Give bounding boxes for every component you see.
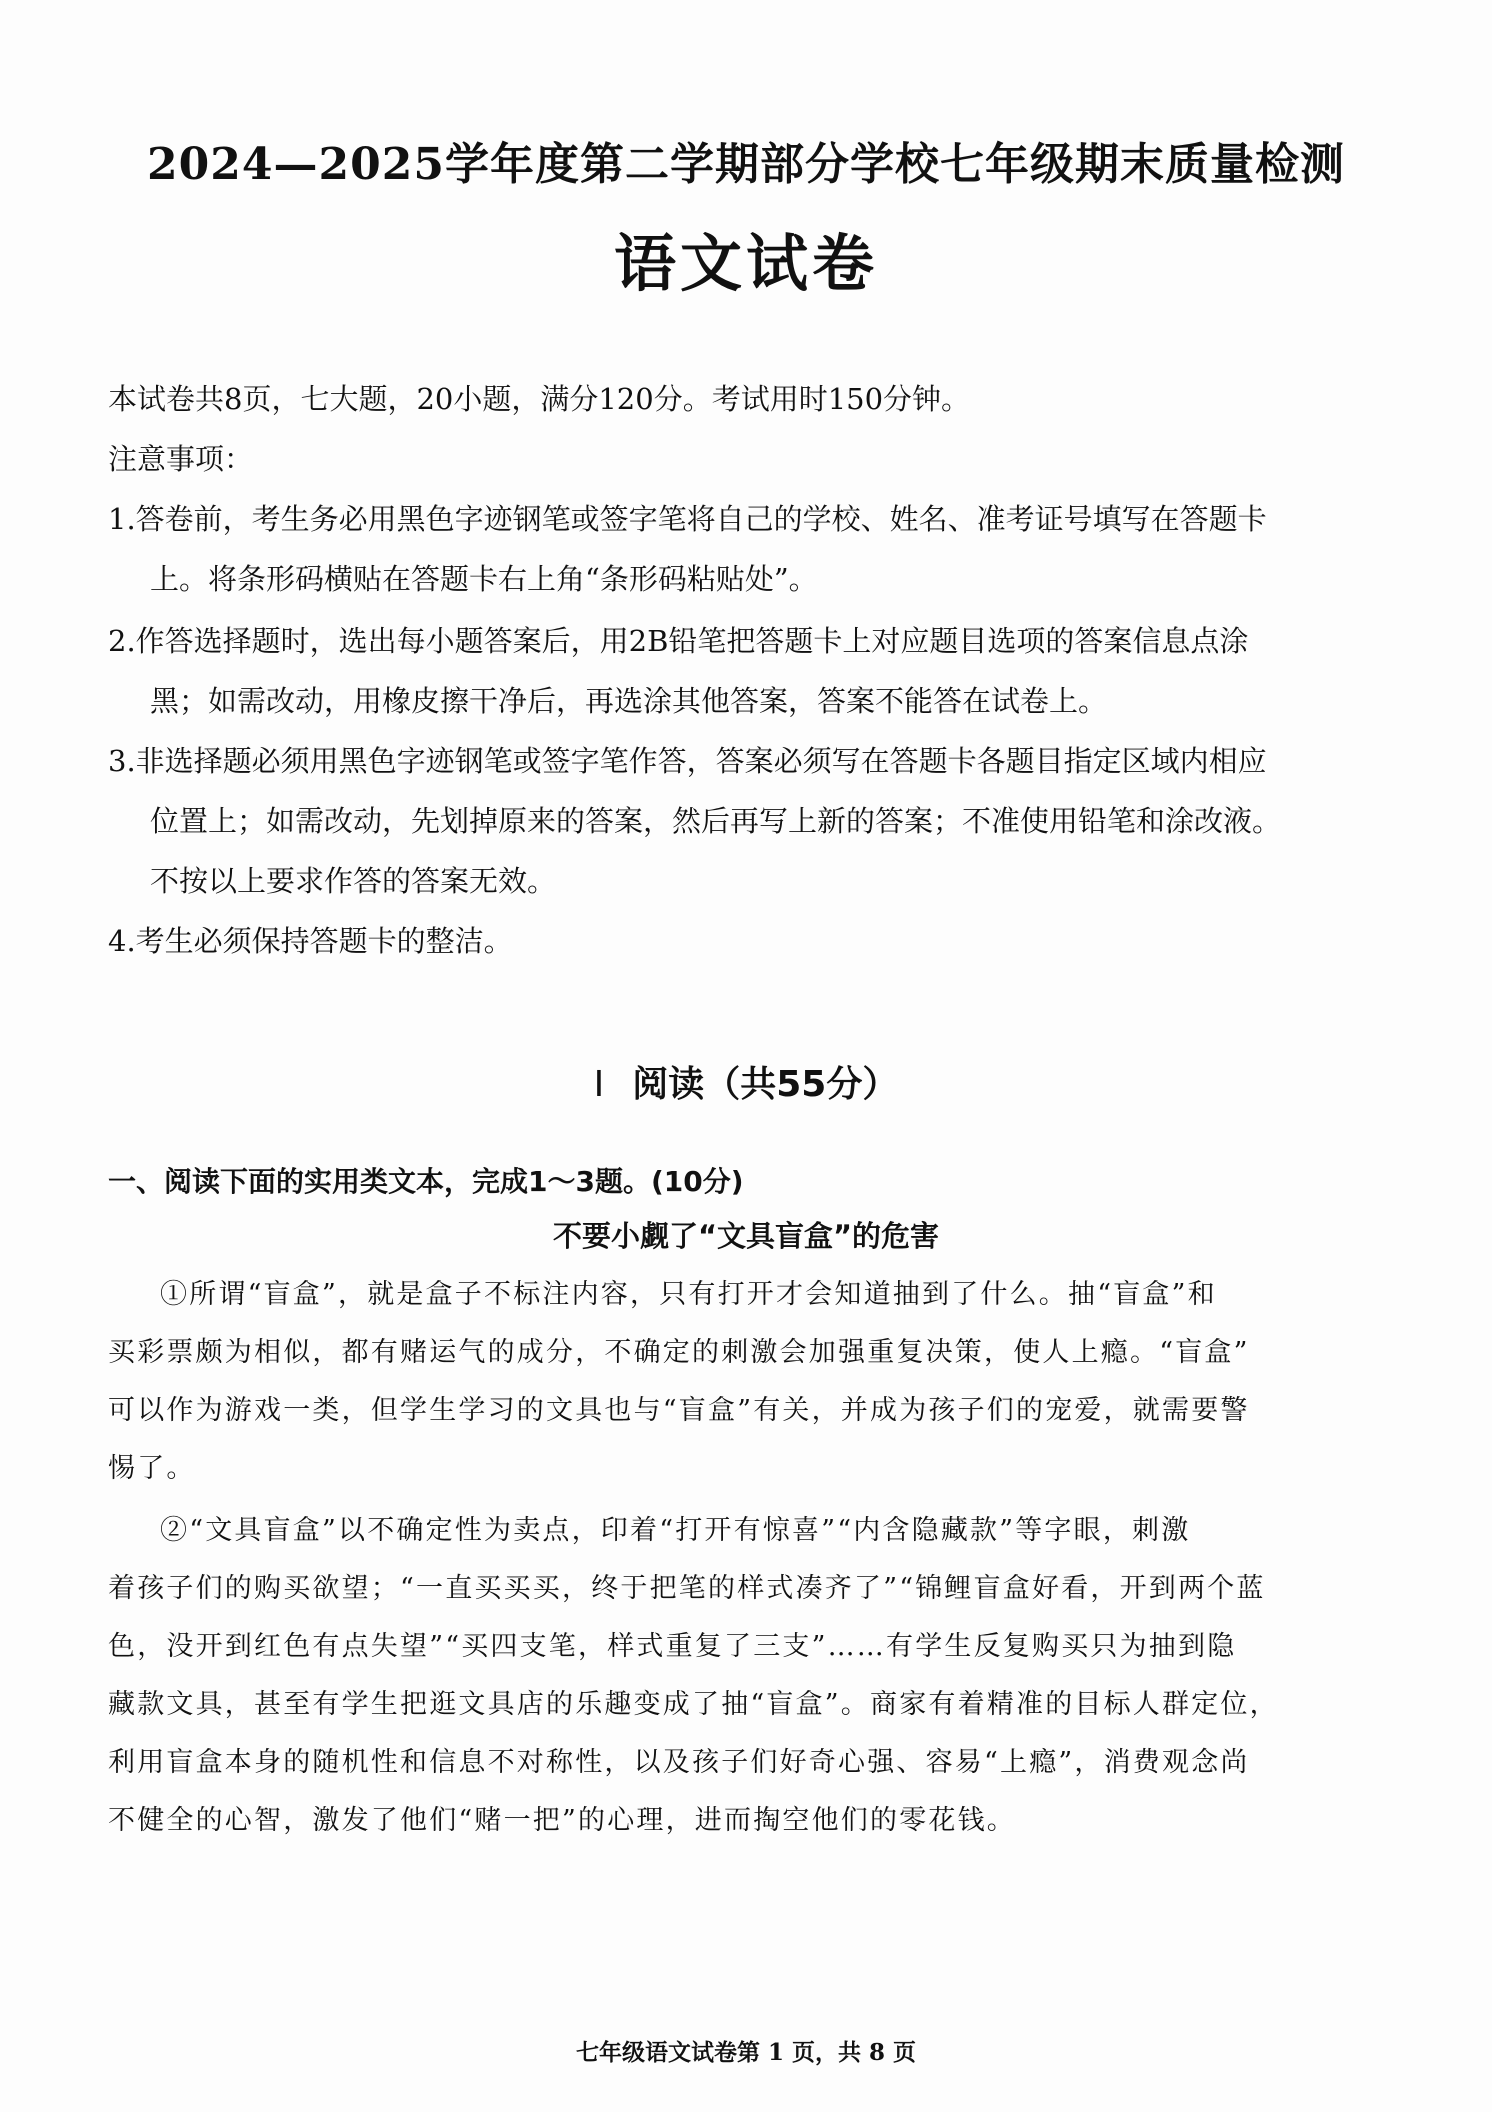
paragraph-line: 藏款文具，甚至有学生把逛文具店的乐趣变成了抽“盲盒”。商家有着精准的目标人群定位，: [108, 1689, 1279, 1720]
paragraph-line: 色，没开到红色有点失望”“买四支笔，样式重复了三支”……有学生反复购买只为抽到隐: [108, 1631, 1237, 1662]
notes-heading: 注意事项：: [108, 442, 254, 476]
note-line: 2.作答选择题时，选出每小题答案后，用2B铅笔把答题卡上对应题目选项的答案信息点涂: [108, 624, 1249, 658]
article-title: 不要小觑了“文具盲盒”的危害: [552, 1219, 940, 1253]
section-label: 阅读（共55分）: [632, 1064, 899, 1105]
section-numeral: Ⅰ: [593, 1064, 605, 1105]
paragraph-line: 不健全的心智，激发了他们“赌一把”的心理，进而掏空他们的零花钱。: [108, 1805, 1017, 1836]
section-heading: [0, 1056, 1492, 1107]
note-line: 1.答卷前，考生务必用黑色字迹钢笔或签字笔将自己的学校、姓名、准考证号填写在答题卡: [108, 502, 1267, 536]
paragraph-line: 利用盲盒本身的随机性和信息不对称性，以及孩子们好奇心强、容易“上瘾”，消费观念尚: [108, 1747, 1250, 1778]
note-line: 不按以上要求作答的答案无效。: [150, 864, 557, 898]
exam-intro: 本试卷共8页，七大题，20小题，满分120分。考试用时150分钟。: [108, 382, 971, 416]
paragraph-line: 买彩票颇为相似，都有赌运气的成分，不确定的刺激会加强重复决策，使人上瘾。“盲盒”: [108, 1337, 1250, 1368]
paragraph-line: ①所谓“盲盒”，就是盒子不标注内容，只有打开才会知道抽到了什么。抽“盲盒”和: [160, 1279, 1217, 1310]
paragraph-line: 着孩子们的购买欲望；“一直买买买，终于把笔的样式凑齐了”“锦鲤盲盒好看，开到两个蓝: [108, 1573, 1266, 1604]
paragraph-line: 可以作为游戏一类，但学生学习的文具也与“盲盒”有关，并成为孩子们的宠爱，就需要警: [108, 1395, 1250, 1426]
note-line: 上。将条形码横贴在答题卡右上角“条形码粘贴处”。: [150, 562, 818, 596]
note-line: 黑；如需改动，用橡皮擦干净后，再选涂其他答案，答案不能答在试卷上。: [150, 684, 1108, 718]
paragraph-line: 惕了。: [108, 1453, 196, 1484]
subject-title: 语文试卷: [613, 227, 878, 300]
page-footer: 七年级语文试卷第 1 页，共 8 页: [575, 2039, 917, 2066]
question-heading: 一、阅读下面的实用类文本，完成1～3题。(10分): [108, 1165, 744, 1198]
note-line: 位置上；如需改动，先划掉原来的答案，然后再写上新的答案；不准使用铅笔和涂改液。: [150, 804, 1282, 838]
note-line: 3.非选择题必须用黑色字迹钢笔或签字笔作答，答案必须写在答题卡各题目指定区域内相应: [108, 744, 1267, 778]
note-line: 4.考生必须保持答题卡的整洁。: [108, 924, 513, 958]
exam-title: 2024—2025学年度第二学期部分学校七年级期末质量检测: [147, 139, 1345, 190]
paragraph-line: ②“文具盲盒”以不确定性为卖点，印着“打开有惊喜”“内含隐藏款”等字眼，刺激: [160, 1515, 1191, 1546]
